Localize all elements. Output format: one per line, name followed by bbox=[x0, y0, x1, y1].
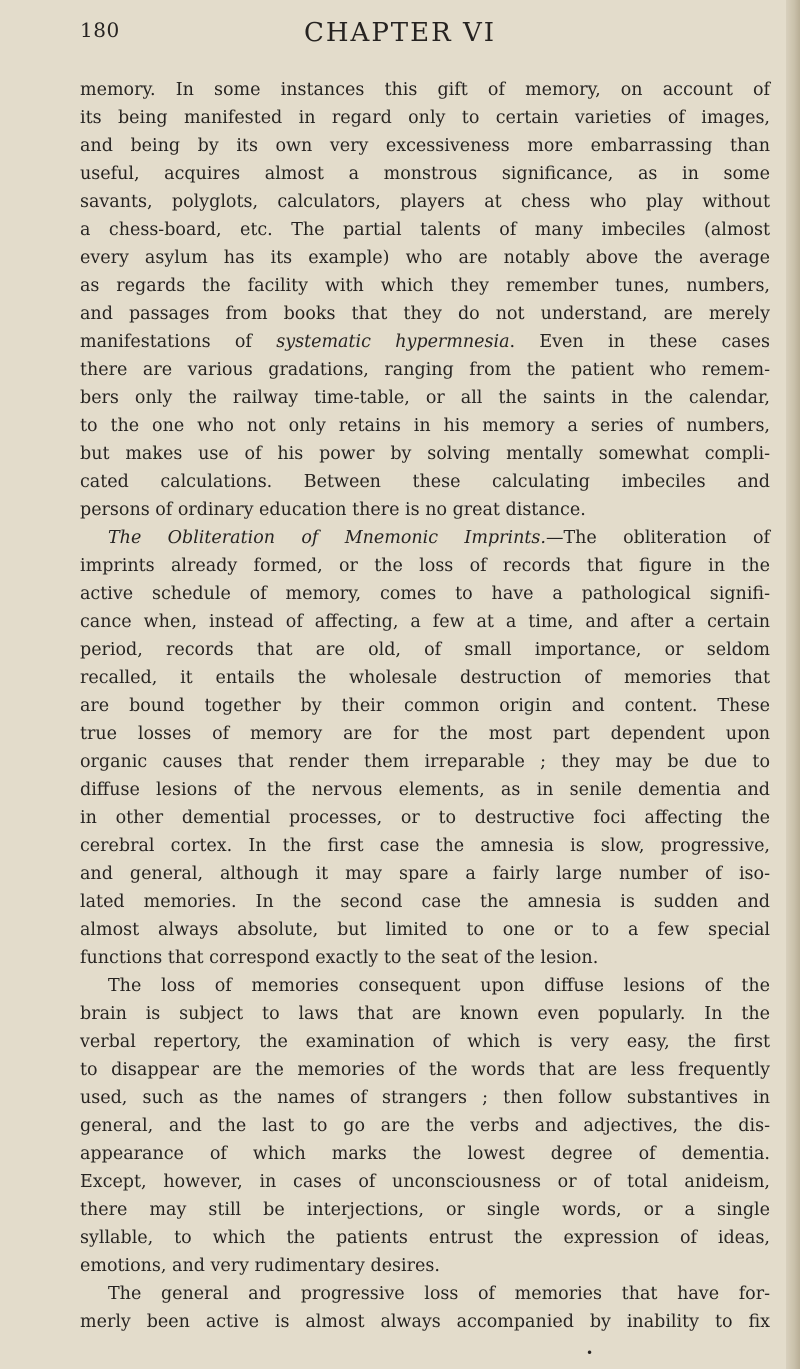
text-line: imprints already formed, or the loss of records that figure in the bbox=[80, 556, 770, 576]
text-line-with-italic bbox=[80, 328, 770, 356]
text-line: recalled, it entails the wholesale destruction of memories that bbox=[80, 668, 770, 688]
text-line: as regards the facility with which they remember tunes, numbers, bbox=[80, 276, 770, 296]
text-line: merly been active is almost always accompanied by inability to fix bbox=[80, 1312, 770, 1332]
paragraph-start: The loss of memories consequent upon diffuse lesions of the bbox=[108, 976, 770, 996]
section-heading: The Obliteration of Mnemonic Imprints. bbox=[108, 528, 546, 548]
text-line: to the one who not only retains in his memory a series of numbers, bbox=[80, 416, 770, 436]
text-line: and passages from books that they do not understand, are merely bbox=[80, 304, 770, 324]
text-line: its being manifested in regard only to certain varieties of images, bbox=[80, 108, 770, 128]
text-line: bers only the railway time-table, or all the saints in the calendar, bbox=[80, 388, 770, 408]
text-line: every asylum has its example) who are notably above the average bbox=[80, 248, 770, 268]
text-fragment: . Even in these cases bbox=[509, 332, 770, 352]
text-line: period, records that are old, of small importance, or seldom bbox=[80, 640, 770, 660]
text-line: brain is subject to laws that are known even popularly. In the bbox=[80, 1004, 770, 1024]
text-line: and being by its own very excessiveness more embarrassing than bbox=[80, 136, 770, 156]
text-line: but makes use of his power by solving mentally somewhat compli- bbox=[80, 444, 770, 464]
text-fragment: —The obliteration of bbox=[545, 528, 770, 548]
text-line: cance when, instead of affecting, a few at a time, and after a certain bbox=[80, 612, 770, 632]
text-line: useful, acquires almost a monstrous significance, as in some bbox=[80, 164, 770, 184]
text-line: there are various gradations, ranging from the patient who remem- bbox=[80, 360, 770, 380]
italic-term: systematic hypermnesia bbox=[276, 332, 510, 352]
text-fragment: manifestations of bbox=[80, 332, 277, 352]
section-heading-line bbox=[80, 524, 770, 552]
text-line: verbal repertory, the examination of which is very easy, the first bbox=[80, 1032, 770, 1052]
text-line: persons of ordinary education there is no great distance. bbox=[80, 500, 586, 520]
text-line: syllable, to which the patients entrust the expression of ideas, bbox=[80, 1228, 770, 1248]
text-line: to disappear are the memories of the words that are less frequently bbox=[80, 1060, 770, 1080]
text-line: a chess-board, etc. The partial talents of many imbeciles (almost bbox=[80, 220, 770, 240]
text-line: memory. In some instances this gift of memory, on account of bbox=[80, 80, 770, 100]
text-line: lated memories. In the second case the amnesia is sudden and bbox=[80, 892, 770, 912]
text-line: organic causes that render them irreparable ; they may be due to bbox=[80, 752, 770, 772]
text-line: true losses of memory are for the most part dependent upon bbox=[80, 724, 770, 744]
text-line: appearance of which marks the lowest degree of dementia. bbox=[80, 1144, 770, 1164]
text-line: almost always absolute, but limited to one or to a few special bbox=[80, 920, 770, 940]
printer-mark: • bbox=[586, 1346, 594, 1360]
text-line: functions that correspond exactly to the seat of the lesion. bbox=[80, 948, 599, 968]
text-line: savants, polyglots, calculators, players at chess who play without bbox=[80, 192, 770, 212]
paragraph-start: The general and progressive loss of memories that have for- bbox=[108, 1284, 770, 1304]
text-line: and general, although it may spare a fairly large number of iso- bbox=[80, 864, 770, 884]
text-line: used, such as the names of strangers ; then follow substantives in bbox=[80, 1088, 770, 1108]
text-line: emotions, and very rudimentary desires. bbox=[80, 1256, 440, 1276]
text-line: diffuse lesions of the nervous elements, as in senile dementia and bbox=[80, 780, 770, 800]
running-head bbox=[0, 12, 800, 56]
text-line: cerebral cortex. In the first case the amnesia is slow, progressive, bbox=[80, 836, 770, 856]
body-text bbox=[80, 76, 770, 1336]
page-number: 180 bbox=[80, 18, 120, 42]
text-line: in other demential processes, or to destructive foci affecting the bbox=[80, 808, 770, 828]
text-line: Except, however, in cases of unconsciousness or of total anideism, bbox=[80, 1172, 770, 1192]
text-line: there may still be interjections, or single words, or a single bbox=[80, 1200, 770, 1220]
text-line: cated calculations. Between these calculating imbeciles and bbox=[80, 472, 770, 492]
text-line: general, and the last to go are the verbs and adjectives, the dis- bbox=[80, 1116, 770, 1136]
chapter-heading: CHAPTER VI bbox=[303, 18, 497, 48]
text-line: active schedule of memory, comes to have a pathological signifi- bbox=[80, 584, 770, 604]
text-line: are bound together by their common origin and content. These bbox=[80, 696, 770, 716]
page-edge-shadow bbox=[786, 0, 800, 1369]
